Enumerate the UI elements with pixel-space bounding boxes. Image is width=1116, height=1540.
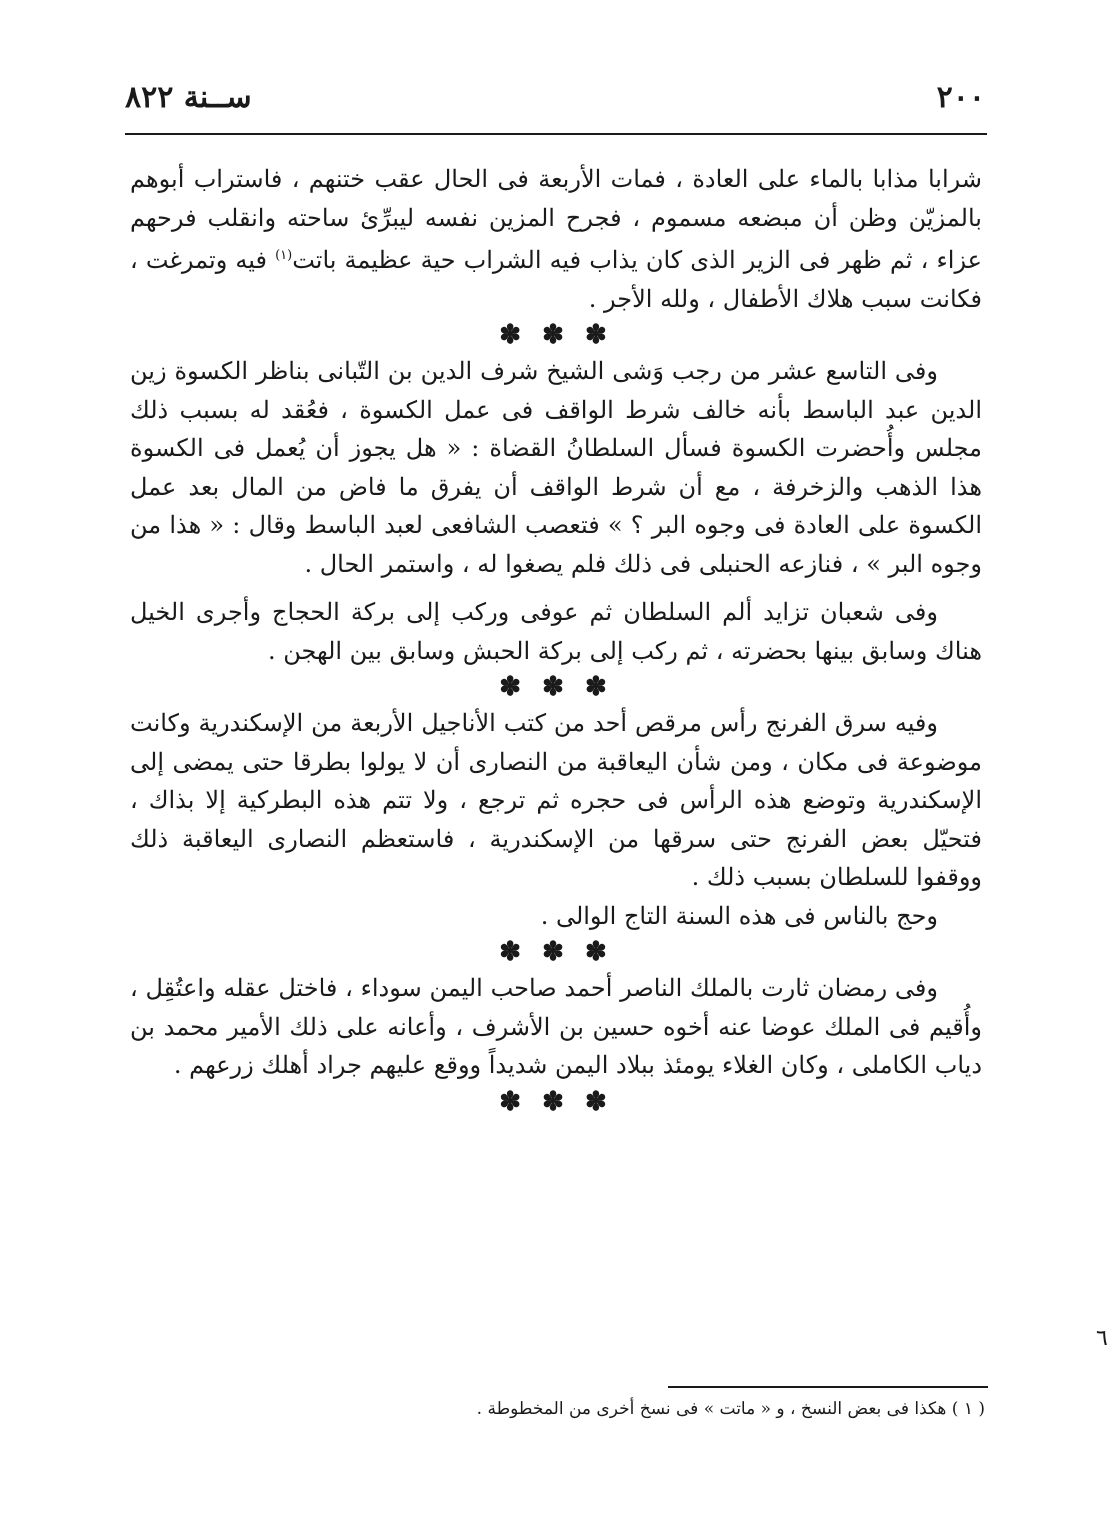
paragraph-5: وحج بالناس فى هذه السنة التاج الوالى .	[540, 901, 938, 930]
paragraph-1	[130, 160, 982, 318]
page-number: ٢٠٠	[936, 80, 985, 115]
paragraph-2: وفى التاسع عشر من رجب وَشى الشيخ شرف الدين بن التّبانى بناظر الكسوة زين الدين عبد الباسط بأنه خالف شرط الواقف فى عمل الكسوة ، فعُقد له بسبب ذلك مجلس وأُحضرت الكسوة فسأل السلطانُ القضاة : « هل يجوز أن يُعمل فى الكسوة هذا الذهب والزخرفة ، مع أن شرط الواقف أن يفرق ما فاض من المال بعد عمل الكسوة على العادة فى وجوه البر ؟ » فتعصب الشافعى لعبد الباسط وقال : « هذا من وجوه البر » ، فنازعه الحنبلى فى ذلك فلم يصغوا له ، واستمر الحال .	[130, 357, 982, 578]
paragraph-3: وفى شعبان تزايد ألم السلطان ثم عوفى وركب إلى بركة الحجاج وأجرى الخيل هناك وسابق بينها بحضرته ، ثم ركب إلى بركة الحبش وسابق بين الهجن .	[130, 598, 982, 665]
page-header	[125, 80, 985, 120]
paragraph-4: وفيه سرق الفرنج رأس مرقص أحد من كتب الأناجيل الأربعة من الإسكندرية وكانت موضوعة فى مكان ، ومن شأن اليعاقبة من النصارى أن لا يولوا بطرقا حتى يمضى إلى الإسكندرية وتوضع هذه الرأس فى حجره ثم ترجع ، ولا تتم هذه البطركية إلا بذاك ، فتحيّل بعض الفرنج حتى سرقها من الإسكندرية ، فاستعظم النصارى اليعاقبة ذلك ووقفوا للسلطان بسبب ذلك .	[130, 709, 982, 891]
paragraph-1-tail: فيه وتمرغت ، فكانت سبب هلاك الأطفال ، ولله الأجر .	[130, 246, 982, 313]
running-title: ســنة ٨٢٢	[125, 80, 252, 115]
section-divider-2: ✽ ✽ ✽	[499, 672, 613, 702]
footnote-rule	[668, 1386, 988, 1388]
section-divider-3: ✽ ✽ ✽	[499, 937, 613, 967]
footnote: ( ١ ) هكذا فى بعض النسخ ، و « ماتت » فى نسخ أخرى من المخطوطة .	[476, 1399, 985, 1419]
footnote-reference: (١)	[275, 248, 293, 263]
paragraph-gap	[130, 583, 982, 593]
section-divider-1: ✽ ✽ ✽	[499, 320, 613, 350]
margin-mark: ٦	[1096, 1326, 1108, 1351]
section-divider-4: ✽ ✽ ✽	[499, 1086, 613, 1117]
header-rule	[125, 133, 987, 135]
body-text	[130, 160, 982, 1119]
paragraph-1-text: شرابا مذابا بالماء على العادة ، فمات الأربعة فى الحال عقب ختنهم ، فاستراب أبوهم بالمزيّن وظن أن مبضعه مسموم ، فجرح المزين نفسه ليبرِّئ ساحته وانقلب فرحهم عزاء ، ثم ظهر فى الزير الذى كان يذاب فيه الشراب حية عظيمة باتت	[130, 165, 983, 274]
paragraph-6: وفى رمضان ثارت بالملك الناصر أحمد صاحب اليمن سوداء ، فاختل عقله واعتُقِل ، وأُقيم فى الملك عوضا عنه أخوه حسين بن الأشرف ، وأعانه على ذلك الأمير محمد بن دياب الكاملى ، وكان الغلاء يومئذ ببلاد اليمن شديداً ووقع عليهم جراد أهلك زرعهم .	[130, 974, 982, 1079]
